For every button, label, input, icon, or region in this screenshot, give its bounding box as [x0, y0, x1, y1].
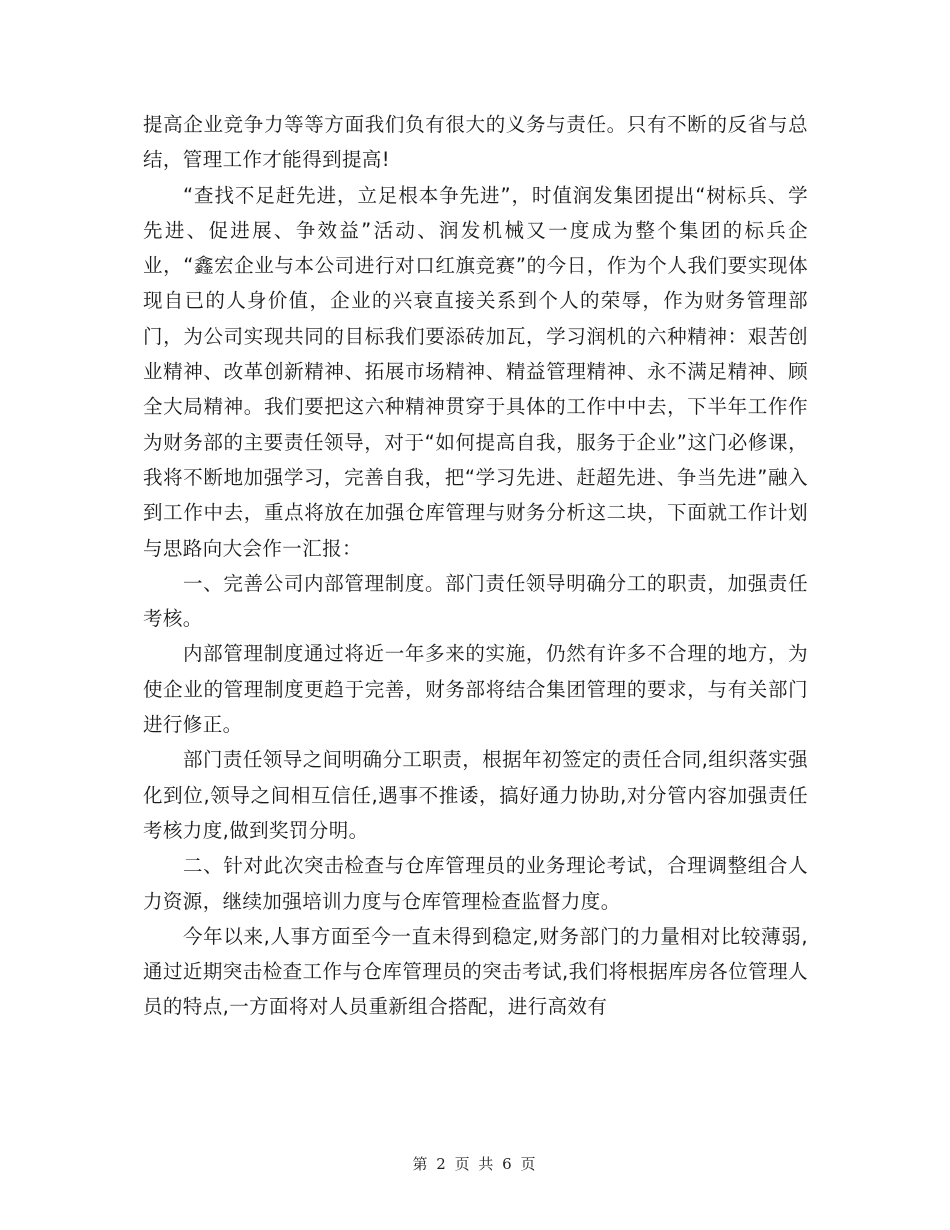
paragraph-4: 内部管理制度通过将近一年多来的实施，仍然有许多不合理的地方，为使企业的管理制度更趋于完善，财务部将结合集团管理的要求，与有关部门进行修正。 — [143, 642, 808, 737]
paragraph-3: 一、完善公司内部管理制度。部门责任领导明确分工的职责，加强责任考核。 — [143, 571, 808, 631]
paragraph-2: “查找不足赶先进，立足根本争先进”，时值润发集团提出“树标兵、学先进、促进展、争效益”活动、润发机械又一度成为整个集团的标兵企业，“鑫宏企业与本公司进行对口红旗竞赛”的今日，作为个人我们要实现体现自已的人身价值，企业的兴衰直接关系到个人的荣辱，作为财务管理部门，为公司实现共同的目标我们要添砖加瓦，学习润机的六种精神：艰苦创业精神、改革创新精神、拓展市场精神、精益管理精神、永不满足精神、顾全大局精神。我们要把这六种精神贯穿于具体的工作中中去，下半年工作作为财务部的主要责任领导，对于“如何提高自我，服务于企业”这门必修课，我将不断地加强学习，完善自我，把“学习先进、赶超先进、争当先进”融入到工作中去，重点将放在加强仓库管理与财务分析这二块，下面就工作计划与思路向大会作一汇报： — [143, 183, 808, 560]
paragraph-7: 今年以来,人事方面至今一直未得到稳定,财务部门的力量相对比较薄弱,通过近期突击检查工作与仓库管理员的突击考试,我们将根据库房各位管理人员的特点,一方面将对人员重新组合搭配，进行高效有 — [143, 924, 808, 1019]
paragraph-6: 二、针对此次突击检查与仓库管理员的业务理论考试，合理调整组合人力资源，继续加强培训力度与仓库管理检查监督力度。 — [143, 854, 808, 913]
paragraph-5: 部门责任领导之间明确分工职责，根据年初签定的责任合同,组织落实强化到位,领导之间相互信任,遇事不推诿，搞好通力协助,对分管内容加强责任考核力度,做到奖罚分明。 — [143, 748, 808, 842]
page-number-footer: 第 2 页 共 6 页 — [412, 1155, 538, 1173]
document-body — [143, 107, 808, 1025]
paragraph-1: 提高企业竞争力等等方面我们负有很大的义务与责任。只有不断的反省与总结，管理工作才能得到提高! — [143, 113, 808, 172]
